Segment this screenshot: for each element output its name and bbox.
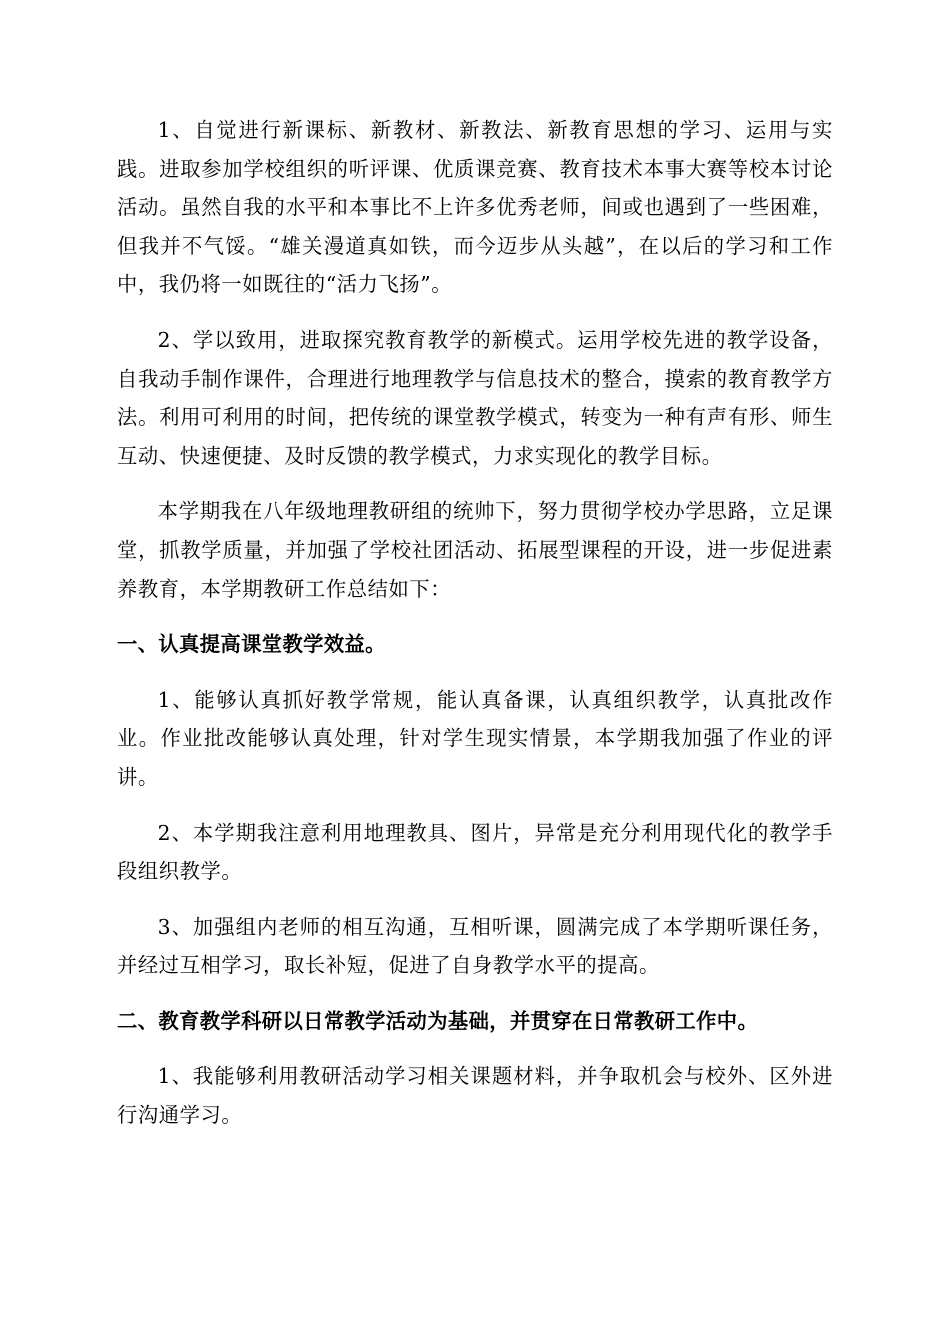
- paragraph-6: 3、加强组内老师的相互沟通，互相听课，圆满完成了本学期听课任务，并经过互相学习，取长补短，促进了自身教学水平的提高。: [117, 914, 833, 978]
- paragraph-3: 本学期我在八年级地理教研组的统帅下，努力贯彻学校办学思路，立足课堂，抓教学质量，并加强了学校社团活动、拓展型课程的开设，进一步促进素养教育，本学期教研工作总结如下：: [117, 499, 833, 601]
- paragraph-2: 2、学以致用，进取探究教育教学的新模式。运用学校先进的教学设备，自我动手制作课件，合理进行地理教学与信息技术的整合，摸索的教育教学方法。利用可利用的时间，把传统的课堂教学模式，转变为一种有声有形、师生互动、快速便捷、及时反馈的教学模式，力求实现化的教学目标。: [117, 327, 833, 468]
- paragraph-1: 1、自觉进行新课标、新教材、新教法、新教育思想的学习、运用与实践。进取参加学校组织的听评课、优质课竞赛、教育技术本事大赛等校本讨论活动。虽然自我的水平和本事比不上许多优秀老师，间或也遇到了一些困难，但我并不气馁。“雄关漫道真如铁，而今迈步从头越”，在以后的学习和工作中，我仍将一如既往的“活力飞扬”。: [117, 118, 833, 297]
- paragraph-7: 1、我能够利用教研活动学习相关课题材料，并争取机会与校外、区外进行沟通学习。: [117, 1064, 833, 1128]
- paragraph-4: 1、能够认真抓好教学常规，能认真备课，认真组织教学，认真批改作业。作业批改能够认真处理，针对学生现实情景，本学期我加强了作业的评讲。: [117, 687, 833, 789]
- section-heading-1: 一、认真提高课堂教学效益。: [117, 632, 386, 657]
- paragraph-5: 2、本学期我注意利用地理教具、图片，异常是充分利用现代化的教学手段组织教学。: [117, 820, 833, 884]
- section-heading-2: 二、教育教学科研以日常教学活动为基础，并贯穿在日常教研工作中。: [117, 1008, 759, 1033]
- document-page: [117, 111, 833, 1152]
